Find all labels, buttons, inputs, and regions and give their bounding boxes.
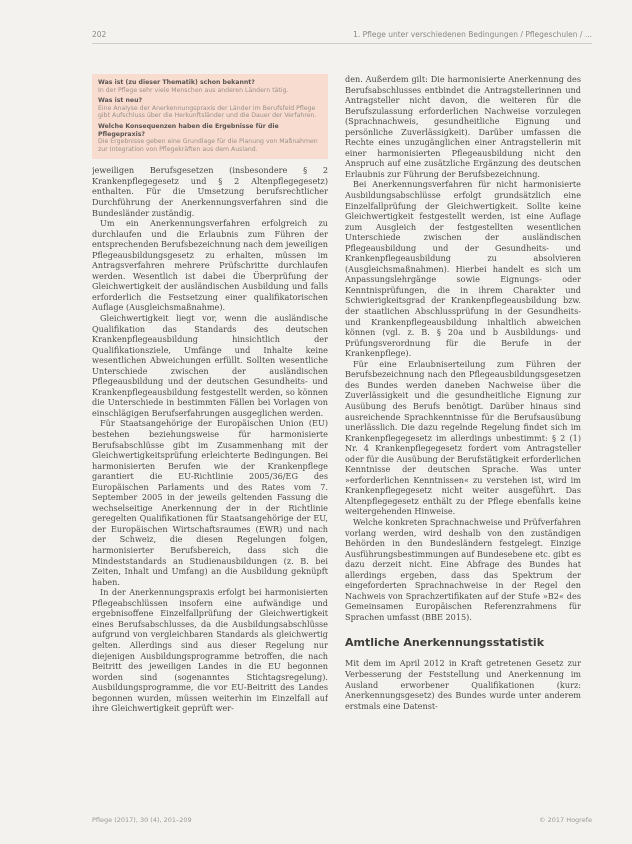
body-paragraph: jeweiligen Berufsgesetzen (insbesondere § 2 Krankenpflegegesetz und § 2 Altenpflegegesetz) enthalten. Für die Umsetzung berufsrechtlicher Durchführung der Anerkennungsverfahren sind die Bundesländer zuständig. bbox=[92, 165, 328, 218]
footer-publisher: © 2017 Hogrefe bbox=[539, 816, 592, 824]
page-header bbox=[92, 30, 592, 44]
summary-question-2: Was ist neu? bbox=[98, 97, 143, 105]
summary-question-3: Welche Konsequenzen haben die Ergebnisse für die Pflegepraxis? bbox=[98, 122, 279, 138]
summary-box bbox=[92, 74, 328, 159]
running-title: 1. Pflege unter verschiedenen Bedingungen / Pflegeschulen / ... bbox=[353, 30, 592, 39]
body-paragraph: Für Staatsangehörige der Europäischen Union (EU) bestehen beziehungsweise für harmonisierte Berufsabschlüsse gibt im Zusammenhang mit der Gleichwertigkeitsprüfung erleichterte Bedingungen. Bei harmonisierten Berufen wie der Krankenpflege garantiert die EU-Richtlinie 2005/36/EG des Europäischen Parlaments und des Rates vom 7. September 2005 in der jeweils geltenden Fassung die wechselseitige Anerkennung der in der Richtlinie geregelten Qualifikationen für Staatsangehörige der EU, der Europäischen Wirtschaftsraumes (EWR) und nach der Schweiz, die diesen Regelungen folgen, harmonisierter Berufsbereich, dass sich die Mindeststandards an Studienausbildungen (z. B. bei Zeiten, Inhalt und Umfang) an die Ausbildung geknüpft haben. bbox=[92, 418, 328, 587]
body-paragraph: Um ein Anerkennungsverfahren erfolgreich zu durchlaufen und die Erlaubnis zum Führen der entsprechenden Berufsbezeichnung nach dem jeweiligen Pflegeausbildungsgesetz zu erhalten, müssen im Antragsverfahren mehrere Prüfschritte durchlaufen werden. Wesentlich ist dabei die Überprüfung der Gleichwertigkeit der ausländischen Ausbildung und falls erforderlich die Festsetzung einer qualifikatorischen Auflage (Ausgleichsmaßnahme). bbox=[92, 218, 328, 313]
right-column bbox=[345, 74, 581, 814]
summary-answer-1: In der Pflege sehr viele Menschen aus anderen Ländern tätig. bbox=[98, 86, 289, 94]
summary-answer-2: Eine Analyse der Anerkennungspraxis der Länder im Berufsfeld Pflege gibt Aufschluss über die Herkunftsländer und die Dauer der Verfahren. bbox=[98, 104, 317, 120]
page-number: 202 bbox=[92, 30, 107, 39]
header-divider bbox=[92, 43, 592, 44]
summary-question-1: Was ist (zu dieser Thematik) schon bekannt? bbox=[98, 79, 255, 86]
body-paragraph: Welche konkreten Sprachnachweise und Prüfverfahren vorlang werden, wird deshalb von den zuständigen Behörden in den Bundesländern festgelegt. Einzige Ausführungsbestimmungen auf Bundesebene etc. gibt es dazu derzeit nicht. Eine Abfrage des Bundes hat allerdings ergeben, dass das Spektrum der eingeforderten Sprachnachweise in der Regel den Nachweis von Sprachzertifikaten auf der Stufe »B2« des Gemeinsamen Europäischen Referenzrahmens für Sprachen umfasst (BBE 2015). bbox=[345, 516, 581, 622]
body-paragraph: In der Anerkennungspraxis erfolgt bei harmonisierten Pflegeabschlüssen insofern eine aufwändige und ergebnisoffene Einzelfallprüfung der Gleichwertigkeit eines Berufsabschlusses, da die Ausbildungsabschlüsse aufgrund von vergleichbaren Standards als gleichwertig gelten. Allerdings sind aus dieser Regelung nur diejenigen Ausbildungsprogramme betroffen, die nach Beitritt des jeweiligen Landes in die EU begonnen worden sind (sogenanntes Stichtagsregelung). Ausbildungsprogramme, die vor EU-Beitritt des Landes begonnen wurden, müssen weiterhin im Einzelfall auf ihre Gleichwertigkeit geprüft wer- bbox=[92, 587, 328, 714]
section-heading: Amtliche Anerkennungsstatistik bbox=[345, 636, 545, 650]
body-paragraph: Für eine Erlaubniserteilung zum Führen der Berufsbezeichnung nach den Pflegeausbildungsgesetzen des Bundes werden daneben Nachweise über die Zuverlässigkeit und die gesundheitliche Eignung zur Ausübung des Berufs benötigt. Darüber hinaus sind ausreichende Sprachkenntnisse für die Berufsausübung unerlässlich. Die dazu regelnde Regelung findet sich im Krankenpflegegesetz im allerdings unbestimmt: § 2 (1) Nr. 4 Krankenpflegegesetz fordert vom Antragsteller oder für die Ausübung der Berufstätigkeit erforderlichen Kenntnisse der deutschen Sprache. Was unter »erforderlichen Kenntnissen« zu verstehen ist, wird im Krankenpflegegesetz nicht weiter ausgeführt. Das Altenpflegegesetz enthält zu der Pflege ebenfalls keine weitergehenden Hinweise. bbox=[345, 358, 581, 517]
summary-answer-3: Die Ergebnisse geben eine Grundlage für die Planung von Maßnahmen zur Integration von Pflegekräften aus dem Ausland. bbox=[98, 138, 318, 153]
page-footer bbox=[92, 816, 592, 828]
body-paragraph: Bei Anerkennungsverfahren für nicht harmonisierte Ausbildungsabschlüsse erfolgt grundsätzlich eine Einzelfallprüfung der Gleichwertigkeit. Sollte keine Gleichwertigkeit festgestellt werden, ist eine Auflage zum Ausgleich der festgestellten wesentlichen Unterschiede zwischen der ausländischen Pflegeausbildung und der Gesundheits- und Krankenpflegeausbildung zu absolvieren (Ausgleichsmaßnahmen). Hierbei handelt es sich um Anpassungslehrgänge sowie Eignungs- oder Kenntnisprüfungen, die in ihrem Charakter und Schwierigkeitsgrad der Krankenpflegeausbildung bzw. der staatlichen Abschlussprüfung in der Gesundheits- und Krankenpflegeausbildung inhaltlich abweichen können (vgl. z. B. § 20a und b Ausbildungs- und Prüfungsverordnung für die Berufe in der Krankenpflege). bbox=[345, 179, 581, 359]
body-paragraph: den. Außerdem gilt: Die harmonisierte Anerkennung des Berufsabschlusses entbindet die Antragstellerinnen und Antragsteller nicht davon, die weiteren für die Berufszulassung erforderlichen Nachweise vorzulegen (Sprachnachweis, gesundheitliche Eignung und persönliche Zuverlässigkeit). Darüber umfassen die Rechte eines unzugänglichen einer Antragstellerin mit einer harmonisierten Pflegeausbildung nicht den Anspruch auf eine zusätzliche Ergänzung des deutschen Erlaubnis zur Führung der Berufsbezeichnung. bbox=[345, 74, 581, 179]
footer-citation: Pflege (2017), 30 (4), 201–209 bbox=[92, 816, 192, 824]
body-paragraph: Gleichwertigkeit liegt vor, wenn die ausländische Qualifikation das Standards des deutschen Krankenpflegeausbildung hinsichtlich der Qualifikationsziele, Umfänge und Inhalte keine wesentlichen Abweichungen erfüllt. Sollten wesentliche Unterschiede zwischen der ausländischen Pflegeausbildung und der deutschen Gesundheits- und Krankenpflegeausbildung festgestellt werden, so können die Unterschiede in bestimmten Fällen bei Vorlagen von einschlägigen Berufserfahrungen ausgeglichen werden. bbox=[92, 313, 328, 418]
left-column bbox=[92, 74, 328, 814]
body-paragraph: Mit dem im April 2012 in Kraft getretenen Gesetz zur Verbesserung der Feststellung und Anerkennung im Ausland erworbener Qualifikationen (kurz: Anerkennungsgesetz) des Bundes wurde unter anderem erstmals eine Datenst- bbox=[345, 658, 581, 711]
